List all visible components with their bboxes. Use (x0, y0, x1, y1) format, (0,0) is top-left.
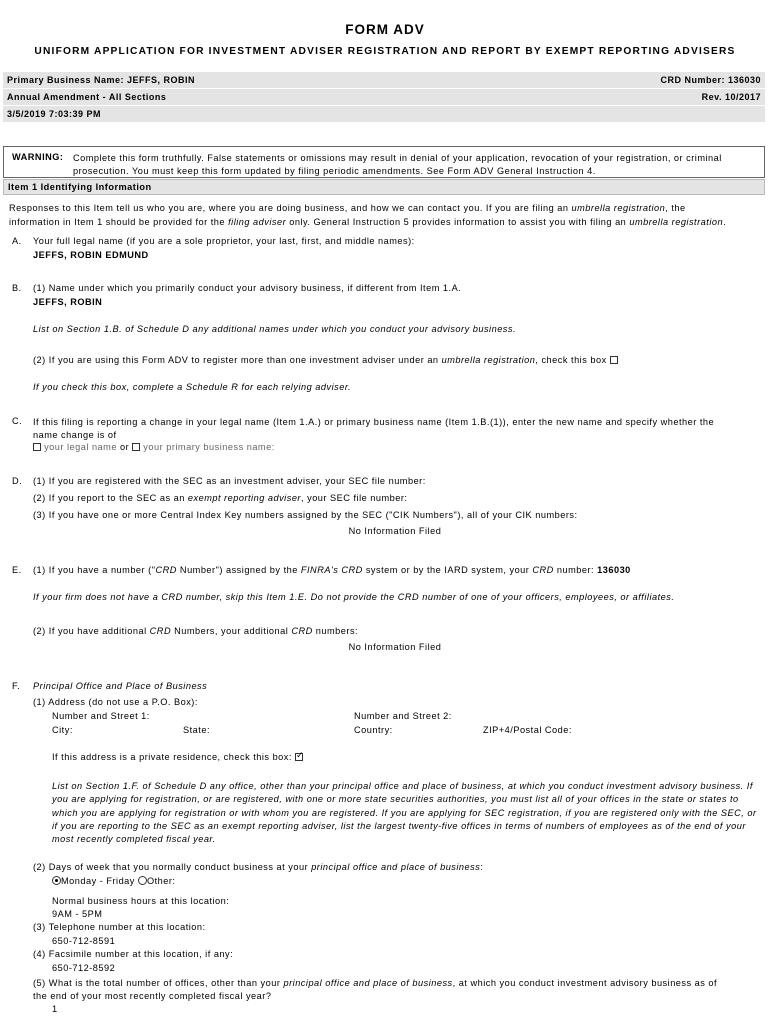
hours-label: Normal business hours at this location: (52, 896, 230, 906)
business-name: Primary Business Name: JEFFS, ROBIN (7, 75, 196, 85)
item-b1-question: (1) Name under which you primarily conduct your advisory business, if different from Item 1.A. (33, 283, 462, 293)
item-d-letter: D. (12, 476, 23, 486)
warning-text (73, 152, 753, 178)
legal-name-value: JEFFS, ROBIN EDMUND (33, 250, 149, 260)
amendment-type: Annual Amendment - All Sections (7, 92, 167, 102)
form-subtitle: UNIFORM APPLICATION FOR INVESTMENT ADVISER REGISTRATION AND REPORT BY EXEMPT REPORTING ADVISERS (34, 46, 736, 57)
business-name-change-checkbox[interactable] (132, 443, 140, 451)
private-residence-checkbox[interactable] (295, 753, 303, 761)
other-days-label: Other: (146, 876, 176, 886)
item-a-question: Your full legal name (if you are a sole proprietor, your last, first, and middle names): (33, 236, 415, 246)
form-revision: Rev. 10/2017 (701, 92, 761, 102)
section-title: Item 1 Identifying Information (8, 182, 152, 192)
hours-value: 9AM - 5PM (52, 909, 103, 919)
street2-label: Number and Street 2: (354, 711, 452, 721)
city-label: City: (52, 725, 73, 735)
monday-friday-label: Monday - Friday (61, 876, 135, 886)
monday-friday-radio[interactable] (52, 876, 61, 885)
fax-value: 650-712-8592 (52, 963, 116, 973)
item-c-letter: C. (12, 416, 23, 426)
intro-text: Responses to this Item tell us who you are, where you are doing business, and how we can contact you. If you are filing an umbrella registration, the information in Item 1 should be provided for the filing adviser only. General Instruction 5 provides information to assist you with filing an umbrella registration. (9, 203, 727, 227)
item-e2-question: (2) If you have additional CRD Numbers, your additional CRD numbers: (33, 626, 359, 636)
offices-count-value: 1 (52, 1004, 58, 1014)
cik-no-information: No Information Filed (348, 526, 442, 536)
days-options (52, 876, 175, 886)
item-d1-question: (1) If you are registered with the SEC as an investment adviser, your SEC file number: (33, 476, 426, 486)
other-days-radio[interactable] (138, 876, 147, 885)
telephone-value: 650-712-8591 (52, 936, 116, 946)
item-f1-note: List on Section 1.F. of Schedule D any office, other than your principal office and place of business, at which you conduct investment advisory business. If you are applying for registration, or are registered, with one or more state securities authorities, you must list all of your offices in the state or states to which you are applying for registration or with whom you are registered. If you are applying for SEC registration, if you are registered only with the SEC, or if you are reporting to the SEC as an exempt reporting adviser, list the largest twenty-five offices in terms of numbers of employees as of the end of your most recently completed fiscal year. (52, 781, 757, 845)
zip-label: ZIP+4/Postal Code: (483, 725, 572, 735)
umbrella-registration-checkbox[interactable] (610, 356, 618, 364)
item-e-letter: E. (12, 565, 22, 575)
item-e1-note: If your firm does not have a CRD number, skip this Item 1.E. Do not provide the CRD number of one of your officers, employees, or affiliates. (33, 592, 675, 602)
warning-line-2: prosecution. You must keep this form updated by filing periodic amendments. See Form ADV General Instruction 4. (73, 166, 596, 176)
item-e1-question: (1) If you have a number ("CRD Number") assigned by the FINRA's CRD system or by the IARD system, your CRD number: 136030 (33, 565, 631, 575)
country-label: Country: (354, 725, 393, 735)
warning-line-1: Complete this form truthfully. False statements or omissions may result in denial of your application, revocation of your registration, or criminal (73, 153, 722, 163)
legal-name-change-checkbox[interactable] (33, 443, 41, 451)
item-f5-question: (5) What is the total number of offices, other than your principal office and place of business, at which you conduct investment advisory business as of the end of your most recently completed fiscal year? (33, 978, 718, 1001)
crd-number: CRD Number: 136030 (660, 75, 761, 85)
item-f4-question: (4) Facsimile number at this location, if any: (33, 949, 234, 959)
warning-box (3, 146, 765, 178)
form-title: FORM ADV (345, 22, 425, 37)
item-b2-question: (2) If you are using this Form ADV to register more than one investment adviser under an umbrella registration, check this box (33, 355, 618, 365)
private-residence-question: If this address is a private residence, check this box: ✓ (52, 752, 303, 762)
section-header (3, 179, 765, 195)
item-f2-question: (2) Days of week that you normally conduct business at your principal office and place of business: (33, 862, 484, 872)
item-b2-note: If you check this box, complete a Schedule R for each relying adviser. (33, 382, 352, 392)
item-b-letter: B. (12, 283, 22, 293)
filing-timestamp: 3/5/2019 7:03:39 PM (7, 109, 102, 119)
warning-label: WARNING: (12, 152, 64, 162)
item-f1-question: (1) Address (do not use a P.O. Box): (33, 697, 198, 707)
legal-name-option-label: your legal name (44, 442, 117, 452)
item-f-title: Principal Office and Place of Business (33, 681, 208, 691)
state-label: State: (183, 725, 211, 735)
business-name-option-label: your primary business name: (143, 442, 275, 452)
or-text: or (120, 442, 130, 452)
header-row-amendment (3, 89, 765, 105)
crd-number-value: 136030 (597, 565, 631, 575)
header-row-business (3, 72, 765, 88)
item-f-letter: F. (12, 681, 21, 691)
item-b1-note: List on Section 1.B. of Schedule D any additional names under which you conduct your advisory business. (33, 324, 517, 334)
item-c-question: If this filing is reporting a change in your legal name (Item 1.A.) or primary business name (Item 1.B.(1)), enter the new name and specify whether the name change is of (33, 417, 715, 440)
item-a-letter: A. (12, 236, 22, 246)
item-d3-question: (3) If you have one or more Central Index Key numbers assigned by the SEC ("CIK Numbers"), all of your CIK numbers: (33, 510, 578, 520)
item-c-options (33, 442, 275, 452)
crd-no-information: No Information Filed (348, 642, 442, 652)
item-d2-question: (2) If you report to the SEC as an exempt reporting adviser, your SEC file number: (33, 493, 408, 503)
header-row-timestamp (3, 106, 765, 122)
item-f3-question: (3) Telephone number at this location: (33, 922, 206, 932)
business-name-value: JEFFS, ROBIN (33, 297, 103, 307)
street1-label: Number and Street 1: (52, 711, 150, 721)
